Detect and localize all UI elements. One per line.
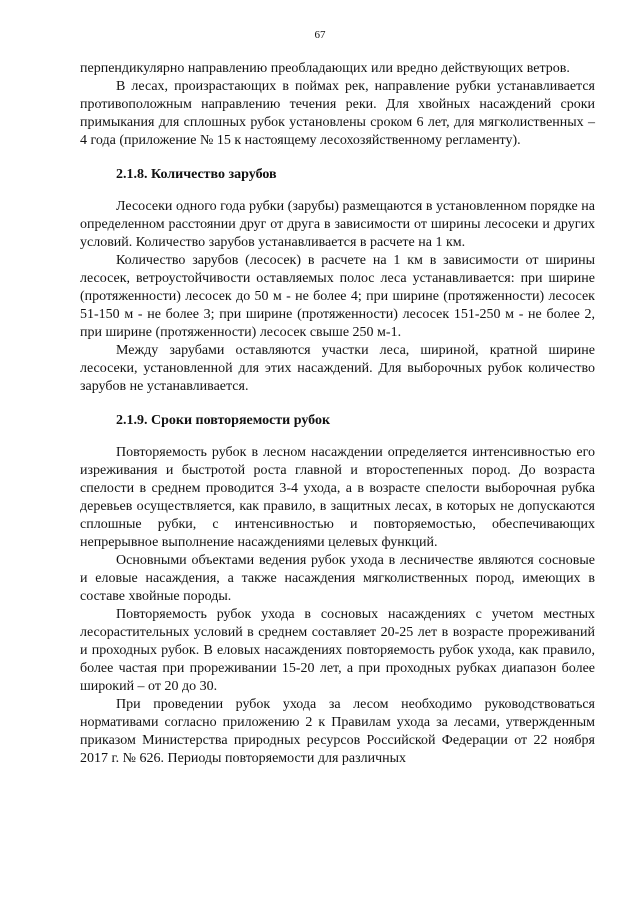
- paragraph-forest-strips: Между зарубами оставляются участки леса, шириной, кратной ширине лесосеки, установленной для этих насаждений. Для выборочных рубок количество зарубов не устанавливается.: [80, 343, 595, 394]
- paragraph-continuation: перпендикулярно направлению преобладающих или вредно действующих ветров.: [80, 61, 570, 76]
- page-content: [80, 60, 595, 768]
- paragraph-cutting-count: Количество зарубов (лесосек) в расчете на 1 км в зависимости от ширины лесосек, ветроустойчивости оставляемых полос леса устанавливается: при ширине (протяженности) лесосек до 50 м - не более 4; при ширине (протяженности) лесосек 51-150 м - не более 3; при ширине (протяженности) лесосек 151-250 м - не более 2, при ширине (протяженности) лесосек свыше 250 м-1.: [80, 253, 595, 340]
- section-heading-2-1-9: 2.1.9. Сроки повторяемости рубок: [116, 413, 331, 428]
- paragraph-cutting-areas: Лесосеки одного года рубки (зарубы) размещаются в установленном порядке на определенном расстоянии друг от друга в зависимости от ширины лесосеки и других условий. Количество зарубов устанавливается в расчете на 1 км.: [80, 199, 595, 250]
- paragraph-repeat-periods: Повторяемость рубок ухода в сосновых насаждениях с учетом местных лесорастительных условий в среднем составляет 20-25 лет в возрасте прореживаний и проходных рубок. В еловых насаждениях повторяемость рубок ухода, как правило, более частая при прореживании 15-20 лет, а при проходных рубках диапазон более широкий – от 20 до 30.: [80, 607, 595, 694]
- page-number: 67: [314, 29, 326, 41]
- paragraph-cutting-direction: В лесах, произрастающих в поймах рек, направление рубки устанавливается противоположным направлению течения реки. Для хвойных насаждений сроки примыкания для сплошных рубок установлены сроком 6 лет, для мягколиственных – 4 года (приложение № 15 к настоящему лесохозяйственному регламенту).: [80, 79, 595, 148]
- paragraph-regulations: При проведении рубок ухода за лесом необходимо руководствоваться нормативами согласно приложению 2 к Правилам ухода за лесами, утвержденным приказом Министерства природных ресурсов Российской Федерации от 22 ноября 2017 г. № 626. Периоды повторяемости для различных: [80, 697, 595, 766]
- section-heading-2-1-8: 2.1.8. Количество зарубов: [116, 167, 277, 182]
- paragraph-main-objects: Основными объектами ведения рубок ухода в лесничестве являются сосновые и еловые насаждения, а также насаждения мягколиственных пород, имеющих в составе хвойные породы.: [80, 553, 595, 604]
- paragraph-repeat-definition: Повторяемость рубок в лесном насаждении определяется интенсивностью его изреживания и быстротой роста главной и второстепенных пород. До возраста спелости в среднем проводится 3-4 ухода, а в возрасте спелости выборочная рубка деревьев осуществляется, как правило, в защитных лесах, в которых не допускаются сплошные рубки, с интенсивностью и повторяемостью, обеспечивающих непрерывное выполнение насаждениями целевых функций.: [80, 445, 595, 550]
